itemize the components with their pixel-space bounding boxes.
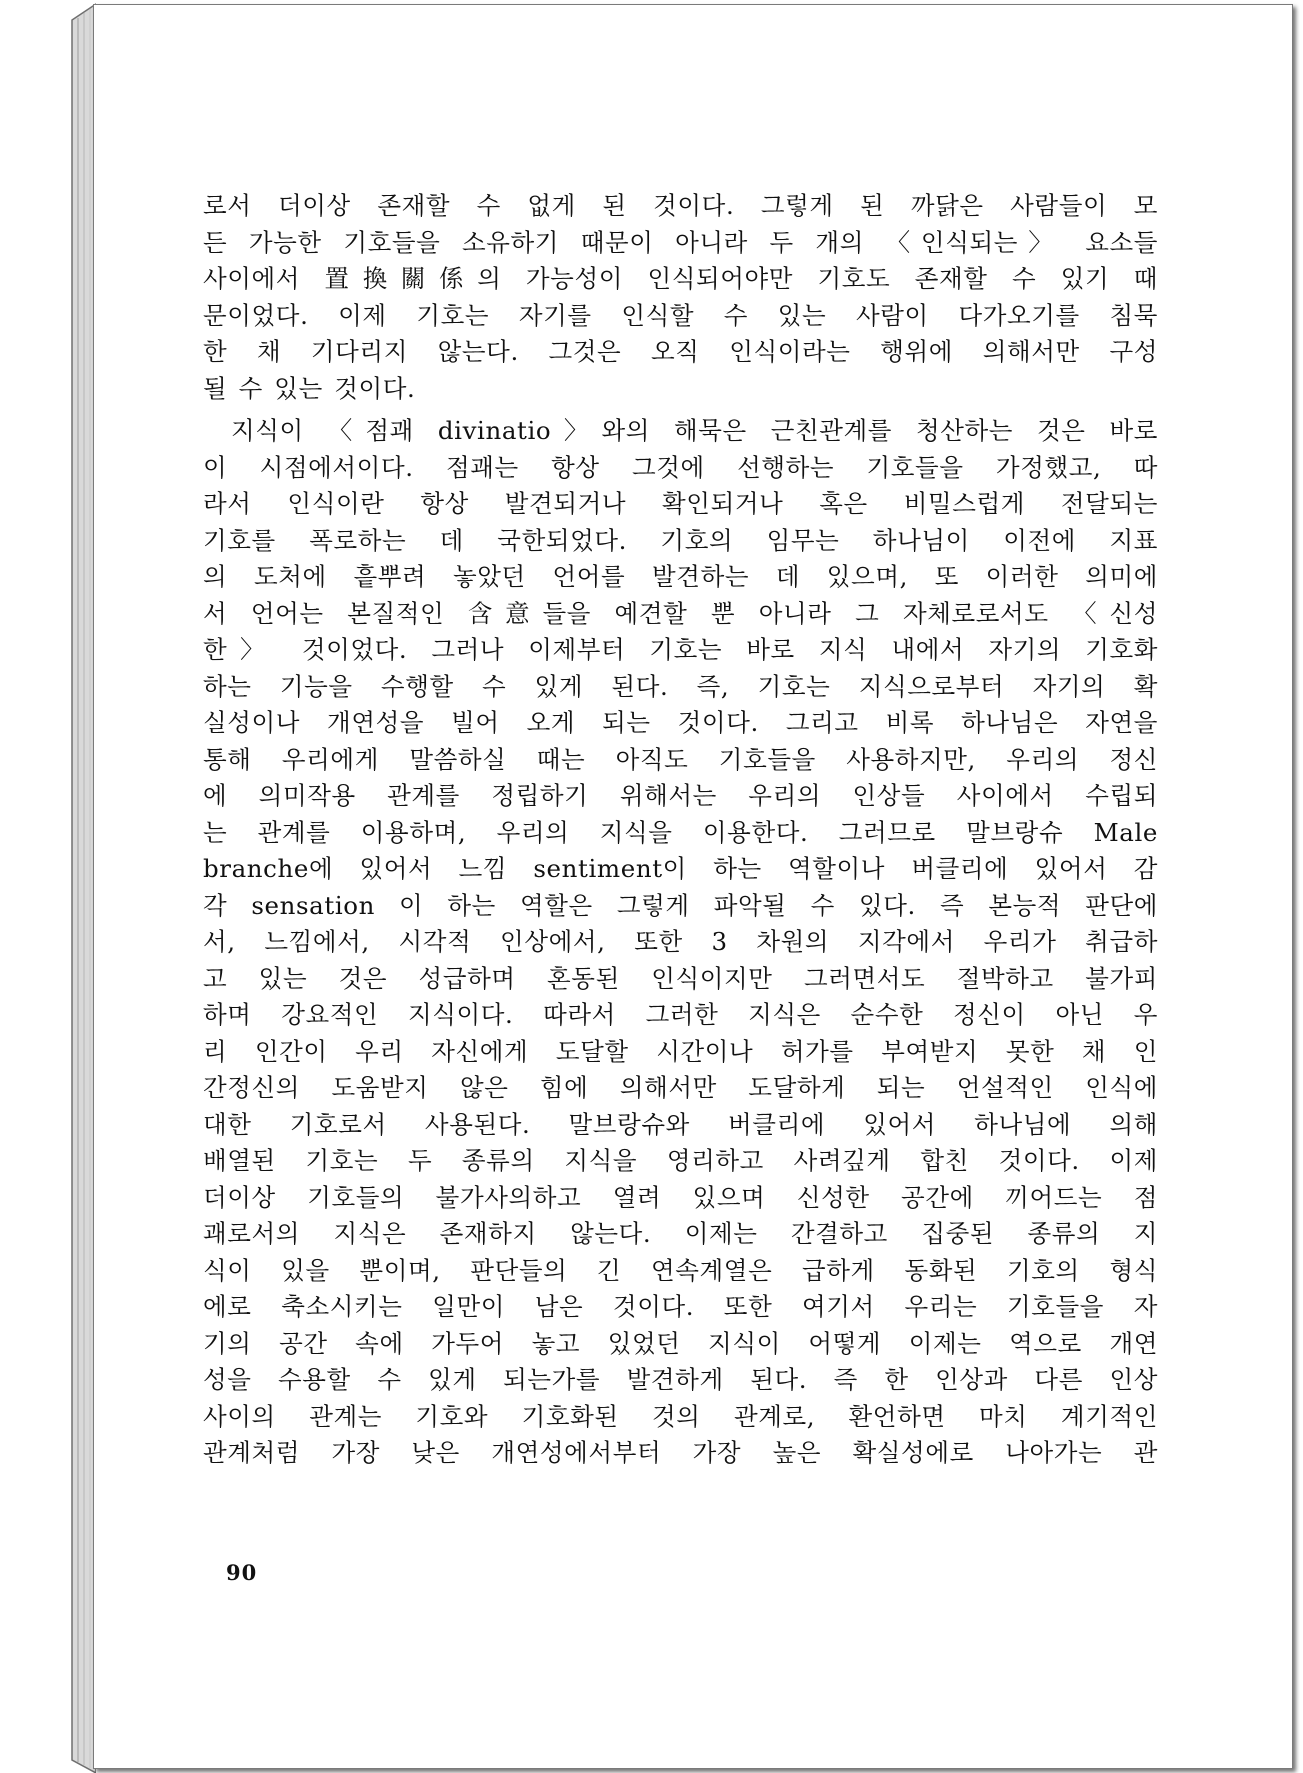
text-line: 더이상 기호들의 불가사의하고 열려 있으며 신성한 공간에 끼어드는 점 xyxy=(203,1182,1158,1212)
text-line: 라서 인식이란 항상 발견되거나 확인되거나 혹은 비밀스럽게 전달되는 xyxy=(203,489,1158,518)
body-text xyxy=(203,188,1158,1472)
text-line: 식이 있을 뿐이며, 판단들의 긴 연속계열은 급하게 동화된 기호의 형식 xyxy=(203,1255,1158,1285)
text-line: 사이의 관계는 기호와 기호화된 것의 관계로, 환언하면 마치 계기적인 xyxy=(203,1401,1158,1431)
text-line: 든 가능한 기호들을 소유하기 때문이 아니라 두 개의 〈인식되는〉 요소들 xyxy=(203,227,1158,257)
text-line: 기호를 폭로하는 데 국한되었다. 기호의 임무는 하나님이 이전에 지표 xyxy=(203,525,1158,555)
page-number: 90 xyxy=(226,1560,258,1585)
text-line: 괘로서의 지식은 존재하지 않는다. 이제는 간결하고 집중된 종류의 지 xyxy=(203,1219,1158,1248)
text-line: 성을 수용할 수 있게 되는가를 발견하게 된다. 즉 한 인상과 다른 인상 xyxy=(203,1365,1158,1394)
text-line: 이 시점에서이다. 점괘는 항상 그것에 선행하는 기호들을 가정했고, 따 xyxy=(203,452,1158,482)
text-line: 에 의미작용 관계를 정립하기 위해서는 우리의 인상들 사이에서 수립되 xyxy=(203,781,1158,810)
text-line: 한〉 것이었다. 그러나 이제부터 기호는 바로 지식 내에서 자기의 기호화 xyxy=(203,635,1158,664)
text-line: 실성이나 개연성을 빌어 오게 되는 것이다. 그리고 비록 하나님은 자연을 xyxy=(203,708,1158,737)
text-line: 의 도처에 흩뿌려 놓았던 언어를 발견하는 데 있으며, 또 이러한 의미에 xyxy=(203,562,1158,591)
text-line: 서 언어는 본질적인 含意들을 예견할 뿐 아니라 그 자체로로서도 〈신성 xyxy=(203,598,1158,628)
text-line: 간정신의 도움받지 않은 힘에 의해서만 도달하게 되는 언설적인 인식에 xyxy=(203,1073,1158,1102)
text-line: 지식이 〈점괘 divinatio〉와의 해묵은 근친관계를 청산하는 것은 바로 xyxy=(231,416,1158,445)
text-line: 하며 강요적인 지식이다. 따라서 그러한 지식은 순수한 정신이 아닌 우 xyxy=(203,1000,1158,1029)
text-line: 로서 더이상 존재할 수 없게 된 것이다. 그렇게 된 까닭은 사람들이 모 xyxy=(203,191,1158,220)
text-line: 에로 축소시키는 일만이 남은 것이다. 또한 여기서 우리는 기호들을 자 xyxy=(203,1292,1158,1321)
text-line: 고 있는 것은 성급하며 혼동된 인식이지만 그러면서도 절박하고 불가피 xyxy=(203,963,1158,993)
paragraph-1 xyxy=(203,188,1158,407)
text-line: 기의 공간 속에 가두어 놓고 있었던 지식이 어떻게 이제는 역으로 개연 xyxy=(203,1328,1158,1358)
text-line: 각 sensation 이 하는 역할은 그렇게 파악될 수 있다. 즉 본능적 판단에 xyxy=(203,890,1158,920)
text-line: 하는 기능을 수행할 수 있게 된다. 즉, 기호는 지식으로부터 자기의 확 xyxy=(203,671,1158,701)
text-line: branche에 있어서 느낌 sentiment이 하는 역할이나 버클리에 있어서 감 xyxy=(203,854,1158,883)
text-line: 서, 느낌에서, 시각적 인상에서, 또한 3 차원의 지각에서 우리가 취급하 xyxy=(203,927,1158,956)
text-line: 사이에서 置換關係의 가능성이 인식되어야만 기호도 존재할 수 있기 때 xyxy=(203,264,1158,293)
text-line: 될 수 있는 것이다. xyxy=(203,373,416,403)
text-line: 한 채 기다리지 않는다. 그것은 오직 인식이라는 행위에 의해서만 구성 xyxy=(203,337,1158,366)
paragraph-2 xyxy=(203,413,1158,1472)
text-line: 문이었다. 이제 기호는 자기를 인식할 수 있는 사람이 다가오기를 침묵 xyxy=(203,300,1158,330)
book-page-stack-edge xyxy=(0,0,96,1773)
text-line: 대한 기호로서 사용된다. 말브랑슈와 버클리에 있어서 하나님에 의해 xyxy=(203,1109,1158,1139)
text-line: 통해 우리에게 말씀하실 때는 아직도 기호들을 사용하지만, 우리의 정신 xyxy=(203,744,1158,774)
text-line: 배열된 기호는 두 종류의 지식을 영리하고 사려깊게 합친 것이다. 이제 xyxy=(203,1146,1158,1175)
text-line: 리 인간이 우리 자신에게 도달할 시간이나 허가를 부여받지 못한 채 인 xyxy=(203,1036,1158,1066)
text-line: 는 관계를 이용하며, 우리의 지식을 이용한다. 그러므로 말브랑슈 Male xyxy=(203,817,1158,847)
text-line: 관계처럼 가장 낮은 개연성에서부터 가장 높은 확실성에로 나아가는 관 xyxy=(203,1438,1158,1467)
